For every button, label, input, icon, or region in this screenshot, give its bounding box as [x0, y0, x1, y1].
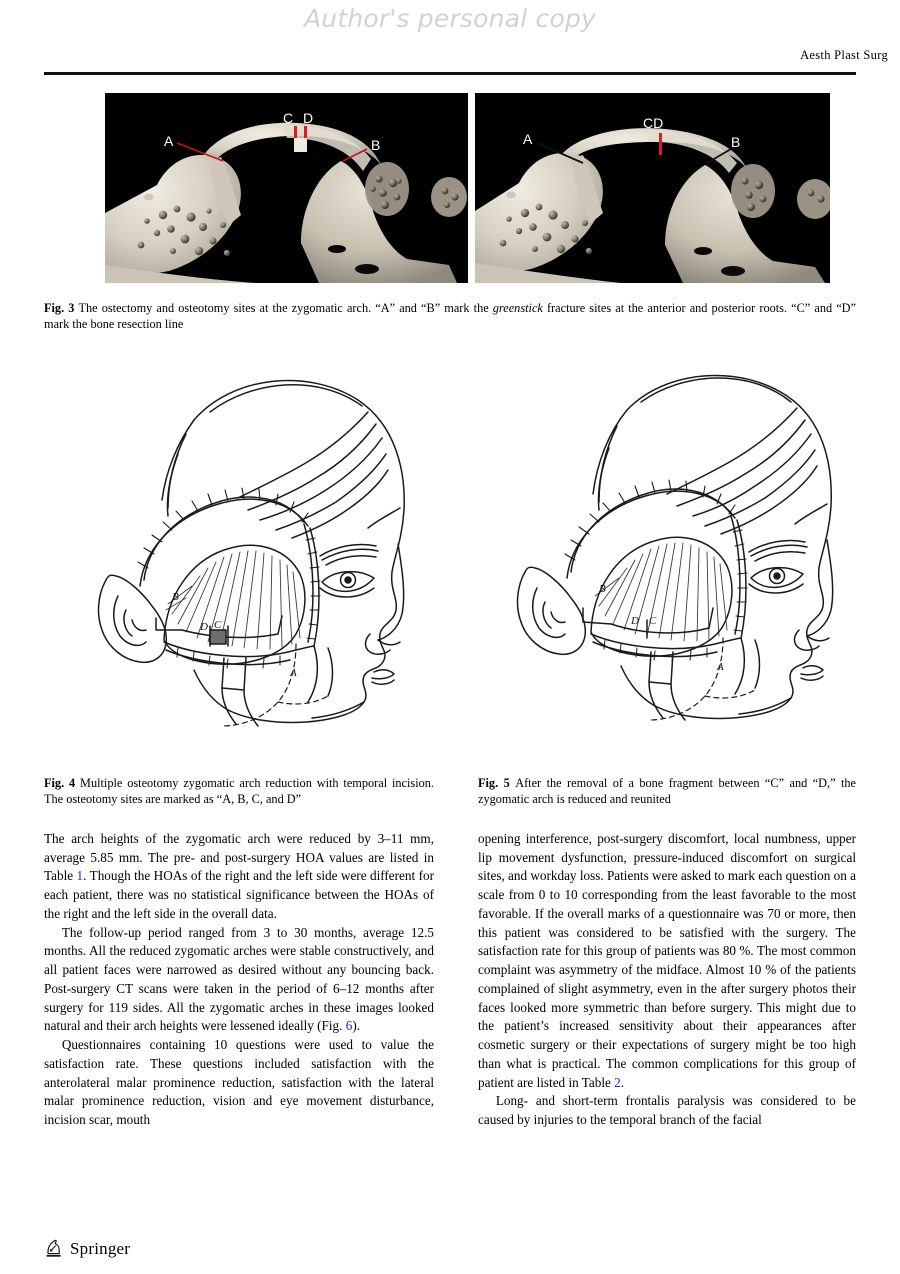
ct-left-label-b: B: [371, 137, 381, 153]
fig5-label-c: C: [649, 615, 657, 627]
figure-3-caption-part2: fracture sites at the anterior and posterior roots. “C” and “D” mark the bone resection line: [44, 301, 857, 332]
figure-4-drawing: [82, 358, 442, 758]
ct-scan-right: [475, 93, 830, 283]
figure-4-label: Fig. 4: [44, 776, 76, 790]
fig4-label-d: D: [200, 621, 208, 633]
figure-5-caption-text: After the removal of a bone fragment between “C” and “D,” the zygomatic arch is reduced and reunited: [478, 776, 857, 807]
figure-3-caption-italic: greenstick: [492, 301, 543, 315]
fig5-label-a: A: [717, 661, 724, 673]
ct-left-label-d: D: [303, 110, 314, 126]
right-para1-text-b: .: [620, 1074, 625, 1090]
figure-6-crossref[interactable]: 6: [345, 1018, 353, 1034]
table-1-crossref[interactable]: 1: [76, 868, 84, 884]
figure-5-drawing: [499, 358, 859, 758]
body-column-right: [478, 830, 856, 1130]
fig4-label-c: C: [214, 619, 222, 631]
ct-left-label-c: C: [283, 110, 294, 126]
paragraph-arch-heights: [44, 830, 434, 924]
right-para1-text: opening interference, post-surgery discomfort, local numbness, upper lip movement dysfunction, pressure-induced discomfort on surgical sites, and workday loss. Patients were asked to mark each question on a scale from 0 to 10 corresponding from the least favorable to the most favorable. If the overall marks of a questionnaire was 70 or more, then this patient was considered to be satisfied with the surgery. The satisfaction rate for this group of patients was 80 %. The most common complaint was asymmetry of the midface. Almost 10 % of the patients complained of slight asymmetry, even in the after surgery photos their faces looked more symmetric than before surgery. This might due to the patient’s increased sensitivity about their appearances after cosmetic surgery or their expectations of surgery might be too high than what is practical. The common complications for this group of patient are listed in Table: [478, 831, 856, 1090]
para2-text-b: ).: [352, 1018, 361, 1034]
ct-scan-left: [105, 93, 468, 283]
ct-right-label-b: B: [731, 134, 741, 150]
fig5-label-d: D: [631, 615, 639, 627]
ct-right-label-cd: CD: [643, 115, 664, 131]
springer-footer: [44, 1238, 130, 1260]
figure-3-images: [105, 93, 833, 283]
springer-knight-icon: [44, 1238, 63, 1260]
figure-4-caption-text: Multiple osteotomy zygomatic arch reduction with temporal incision. The osteotomy sites are marked as “A, B, C, and D”: [44, 776, 434, 807]
header-rule: [44, 72, 856, 75]
figure-5-label: Fig. 5: [478, 776, 510, 790]
resection-mark-cd: [659, 133, 662, 155]
ct-right-label-a: A: [523, 131, 533, 147]
running-head-journal-title: Aesth Plast Surg: [800, 48, 888, 62]
table-2-crossref[interactable]: 2: [614, 1074, 621, 1090]
paragraph-frontalis-paralysis: Long- and short-term frontalis paralysis was considered to be caused by injuries to the temporal branch of the facial: [478, 1093, 856, 1128]
para1-text-a: The arch heights of the zygomatic arch were reduced by 3–11 mm, average 5.85 mm. The pre- and post-surgery HOA values are listed in Table: [44, 831, 434, 884]
para2-text-a: The follow-up period ranged from 3 to 30 months, average 12.5 months. All the reduced zygomatic arches were stable constructively, and all patient faces were narrowed as desired without any bouncing back. Post-surgery CT scans were taken in the period of 6–12 months after surgery for 119 sides. All the zygomatic arches in these images looked natural and their arch heights were lessened ideally (Fig.: [44, 924, 434, 1034]
figure-5-caption: [478, 775, 856, 808]
paragraph-followup-period: [44, 924, 434, 1036]
fig4-label-b: B: [172, 591, 179, 603]
figure-3-caption-part1: The ostectomy and osteotomy sites at the zygomatic arch. “A” and “B” mark the: [78, 301, 493, 315]
figure-3-caption: [44, 300, 856, 333]
authors-personal-copy-watermark: Author's personal copy: [303, 4, 597, 33]
figure-4-caption: [44, 775, 434, 808]
figure-3-label: Fig. 3: [44, 301, 75, 315]
para1-text-b: . Though the HOAs of the right and the left side were different for each patient, there was no statistical significance between the HOAs of the right and the left side in the overall data.: [44, 868, 434, 921]
figure-4-and-5-images: [44, 358, 856, 768]
body-column-left: [44, 830, 434, 1130]
springer-wordmark: Springer: [70, 1239, 131, 1258]
fig4-label-a: A: [290, 667, 297, 679]
ct-left-label-a: A: [164, 133, 174, 149]
paragraph-satisfaction: [478, 830, 856, 1092]
fig5-label-b: B: [599, 583, 606, 595]
paragraph-questionnaires: Questionnaires containing 10 questions were used to value the satisfaction rate. These questions included satisfaction with the anterolateral malar prominence reduction, satisfaction with the lateral malar prominence reduction, vision and eye movement disturbance, incision scar, mouth: [44, 1037, 434, 1128]
